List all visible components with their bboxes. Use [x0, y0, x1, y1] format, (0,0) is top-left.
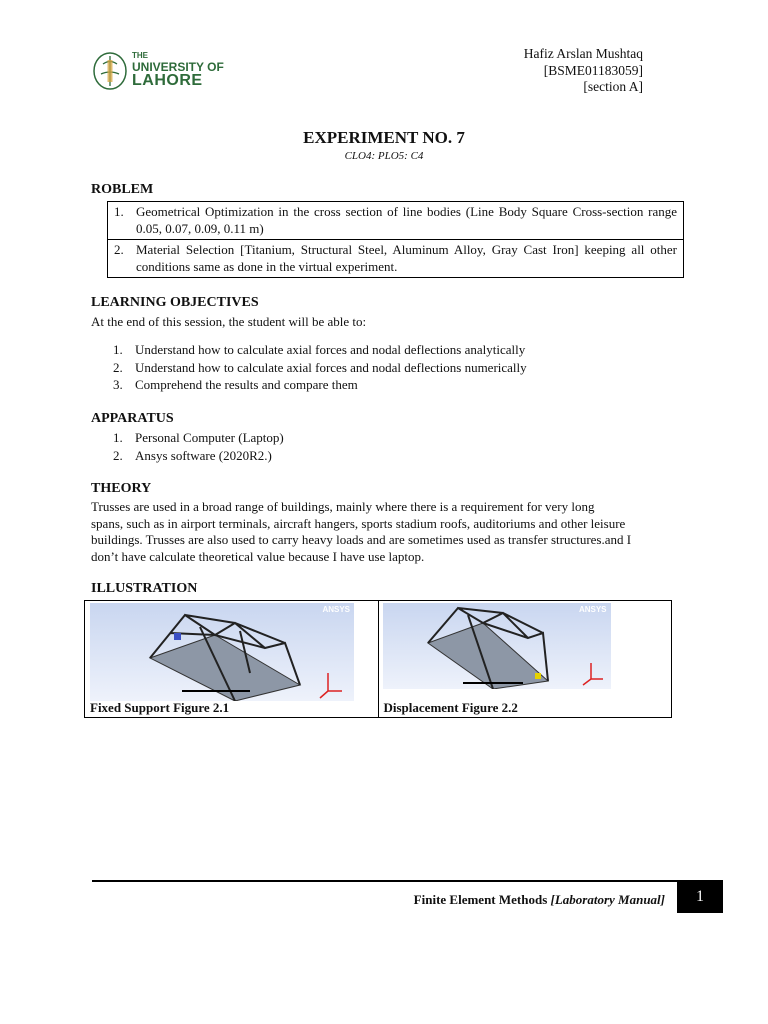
- list-number: 1.: [113, 342, 123, 357]
- problem-table: [107, 201, 684, 278]
- footer-course: Finite Element Methods: [413, 892, 551, 907]
- problem-text: Geometrical Optimization in the cross section of line bodies (Line Body Square Cross-section range 0.05, 0.07, 0.09, 0.11 m): [136, 204, 677, 236]
- list-number: 1.: [113, 430, 123, 445]
- footer-manual: [Laboratory Manual]: [550, 892, 665, 907]
- experiment-title: EXPERIMENT NO. 7: [303, 128, 465, 147]
- figure-cell-displacement: [378, 601, 672, 717]
- problem-row: [108, 239, 683, 277]
- page-number: 1: [677, 880, 723, 913]
- list-text: Understand how to calculate axial forces and nodal deflections analytically: [135, 342, 526, 357]
- footer-title: [414, 892, 665, 908]
- list-text: Ansys software (2020R2.): [135, 447, 272, 463]
- figure-caption: Fixed Support Figure 2.1: [90, 700, 230, 715]
- list-number: 2.: [113, 359, 123, 375]
- problem-heading: ROBLEM: [91, 182, 154, 197]
- author-block: [524, 46, 643, 96]
- theory-line: don’t have calculate theoretical value because I have use laptop.: [91, 548, 425, 564]
- problem-number: 2.: [114, 242, 124, 257]
- truss-bridge-icon: [90, 603, 354, 701]
- objectives-intro: At the end of this session, the student will be able to:: [91, 314, 367, 329]
- logo-line-university: UNIVERSITY OF: [132, 60, 224, 74]
- apparatus-heading: APPARATUS: [91, 411, 174, 426]
- ansys-screenshot: [90, 603, 354, 701]
- problem-text: Material Selection [Titanium, Structural Steel, Aluminum Alloy, Gray Cast Iron] keeping all other conditions same as done in the virtual experiment.: [136, 242, 677, 274]
- list-number: 2.: [113, 447, 123, 463]
- theory-line: spans, such as in airport terminals, aircraft hangers, sports stadium roofs, auditoriums and other leisure: [91, 515, 626, 531]
- ansys-logo: ANSYS: [578, 605, 607, 614]
- ansys-logo: ANSYS: [322, 605, 350, 614]
- list-text: Personal Computer (Laptop): [135, 430, 284, 445]
- illustration-heading: ILLUSTRATION: [91, 581, 198, 596]
- truss-bridge-icon: [383, 603, 611, 689]
- author-section: [section A]: [583, 79, 643, 94]
- list-item: [91, 447, 691, 465]
- theory-line: Trusses are used in a broad range of buildings, mainly where there is a requirement for very long: [91, 499, 595, 514]
- logo-line-the: THE: [132, 51, 148, 60]
- list-number: 3.: [113, 377, 123, 392]
- theory-line: buildings. Trusses are also used to carry heavy loads and are sometimes used as transfer structures.and I: [91, 532, 632, 547]
- logo-line-lahore: LAHORE: [132, 72, 203, 89]
- objectives-list: [91, 341, 691, 394]
- objectives-heading: LEARNING OBJECTIVES: [91, 295, 259, 310]
- list-item: [91, 429, 691, 447]
- apparatus-list: [91, 429, 691, 464]
- university-name: [132, 52, 224, 89]
- illustration-table: [84, 600, 672, 718]
- experiment-subtitle: CLO4: PLO5: C4: [344, 150, 424, 162]
- theory-paragraph: [91, 499, 681, 565]
- ansys-screenshot: [383, 603, 611, 689]
- problem-number: 1.: [114, 204, 124, 219]
- author-name: Hafiz Arslan Mushtaq: [523, 46, 643, 61]
- problem-row: [108, 202, 683, 239]
- figure-caption: Displacement Figure 2.2: [383, 700, 518, 715]
- list-item: [91, 376, 691, 394]
- author-id: [BSME01183059]: [543, 62, 643, 78]
- list-text: Comprehend the results and compare them: [135, 377, 358, 392]
- list-item: [91, 359, 691, 377]
- footer-rule: [92, 880, 678, 882]
- list-item: [91, 341, 691, 359]
- figure-cell-fixed-support: [85, 601, 378, 717]
- list-text: Understand how to calculate axial forces and nodal deflections numerically: [135, 359, 527, 375]
- theory-heading: THEORY: [91, 481, 152, 496]
